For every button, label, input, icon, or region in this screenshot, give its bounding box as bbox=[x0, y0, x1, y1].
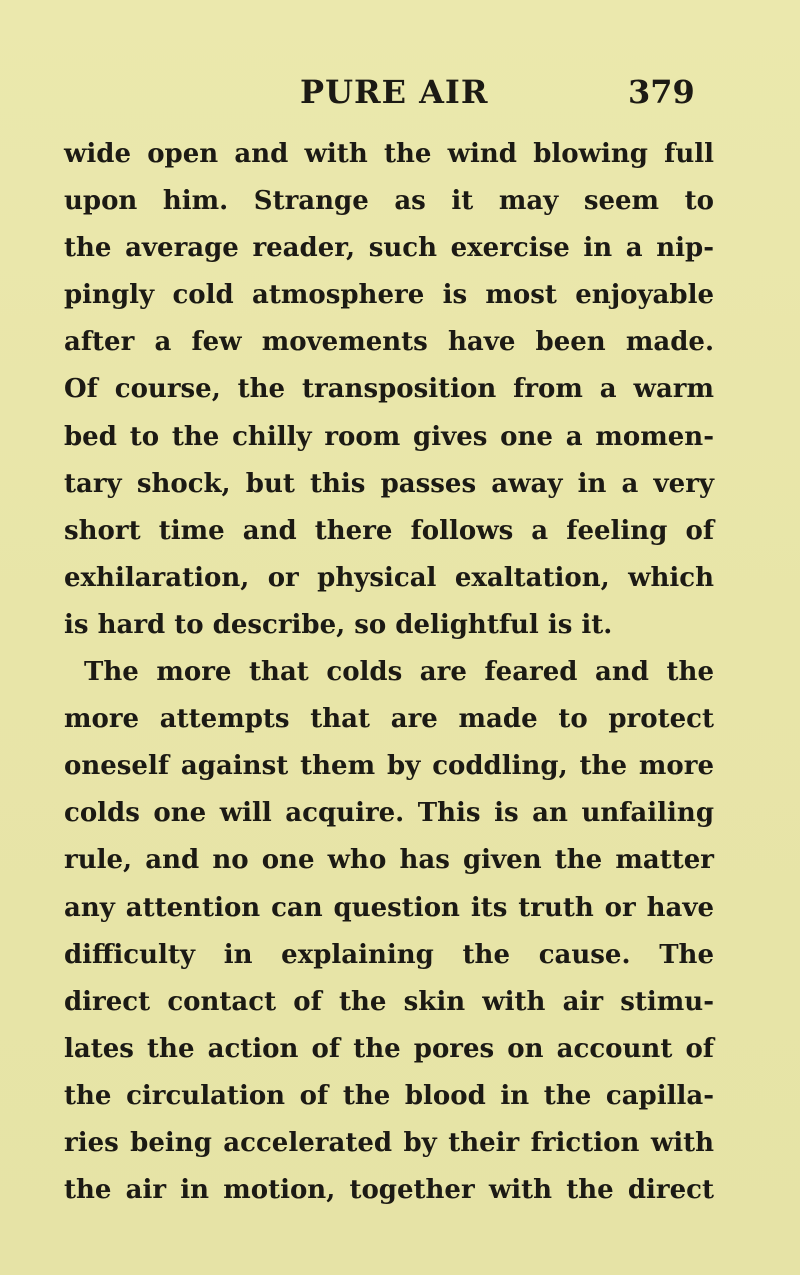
text-line: short time and there follows a feeling of bbox=[64, 515, 714, 546]
text-line: bed to the chilly room gives one a momen- bbox=[64, 421, 714, 452]
text-line: tary shock, but this passes away in a very bbox=[64, 468, 714, 499]
text-line: upon him. Strange as it may seem to bbox=[64, 186, 714, 217]
text-line: Of course, the transposition from a warm bbox=[64, 374, 714, 405]
text-line: rule, and no one who has given the matter bbox=[64, 845, 714, 876]
body-text bbox=[64, 131, 714, 1214]
text-line: more attempts that are made to protect bbox=[64, 704, 714, 735]
paragraph-start-line: The more that colds are feared and the bbox=[84, 657, 714, 688]
text-line: lates the action of the pores on account of bbox=[64, 1033, 714, 1064]
text-line: ries being accelerated by their friction with bbox=[64, 1127, 714, 1158]
running-title: PURE AIR bbox=[300, 73, 489, 111]
running-head bbox=[0, 72, 800, 112]
text-line: after a few movements have been made. bbox=[64, 327, 714, 358]
text-line: direct contact of the skin with air stimu- bbox=[64, 986, 714, 1017]
text-line: any attention can question its truth or have bbox=[64, 892, 714, 923]
page-number: 379 bbox=[628, 73, 695, 111]
text-line: the average reader, such exercise in a nip- bbox=[64, 233, 714, 264]
text-line: pingly cold atmosphere is most enjoyable bbox=[64, 280, 714, 311]
text-line: difficulty in explaining the cause. The bbox=[64, 939, 714, 970]
text-line: the air in motion, together with the direct bbox=[64, 1175, 714, 1206]
paragraph-end-line: is hard to describe, so delightful is it. bbox=[64, 609, 613, 640]
text-line: exhilaration, or physical exaltation, which bbox=[64, 562, 714, 593]
text-line: the circulation of the blood in the capilla- bbox=[64, 1080, 714, 1111]
text-line: oneself against them by coddling, the more bbox=[64, 751, 714, 782]
text-line: wide open and with the wind blowing full bbox=[64, 139, 714, 169]
text-line: colds one will acquire. This is an unfailing bbox=[64, 798, 714, 829]
